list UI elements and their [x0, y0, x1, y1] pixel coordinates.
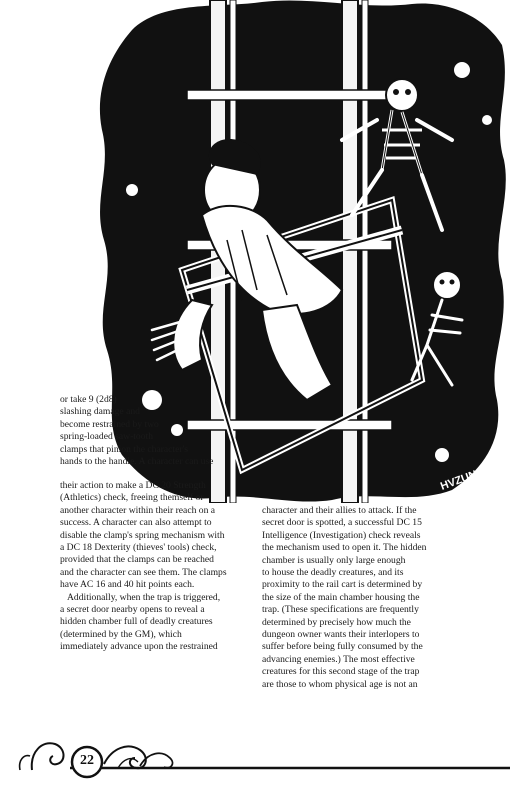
- text-line: a DC 18 Dexterity (thieves' tools) check,: [60, 542, 217, 554]
- text-line: suffer before being fully consumed by the: [262, 641, 423, 653]
- text-line: chamber is usually only large enough: [262, 554, 406, 566]
- text-line: Additionally, when the trap is triggered,: [67, 591, 221, 603]
- text-line: provided that the clamps can be reached: [60, 554, 214, 566]
- text-line: clamps that pinion the character's: [60, 443, 188, 455]
- text-line: trap. (These specifications are frequently: [262, 604, 419, 616]
- text-line: hands to the handle. A character can use: [60, 456, 214, 468]
- text-line: spring-loaded saw-tooth: [60, 431, 153, 443]
- right-column: [262, 505, 460, 691]
- text-line: proximity to the rail cart is determined by: [262, 579, 423, 591]
- text-line: Intelligence (Investigation) check reveals: [262, 529, 421, 541]
- text-line: the mechanism used to open it. The hidden: [262, 542, 427, 554]
- left-column: [60, 480, 254, 654]
- text-line: to house the deadly creatures, and its: [262, 567, 404, 579]
- text-line: immediately advance upon the restrained: [60, 641, 218, 653]
- artist-signature: HVZUN: [438, 468, 479, 493]
- text-line: or take 9 (2d8): [60, 394, 117, 405]
- text-line: slashing damage and: [60, 406, 140, 418]
- text-line: (determined by the GM), which: [60, 628, 182, 640]
- text-line: their action to make a DC 20 Strength: [60, 480, 206, 491]
- text-line: disable the clamp's spring mechanism with: [60, 529, 225, 541]
- text-line: dungeon owner wants their interlopers to: [262, 629, 420, 641]
- text-line: have AC 16 and 40 hit points each.: [60, 579, 195, 591]
- wrapped-text-block: [60, 394, 250, 468]
- page-number: 22: [80, 753, 94, 768]
- text-line: are those to whom physical age is not an: [262, 678, 418, 690]
- text-line: creatures for this second stage of the trap: [262, 666, 420, 678]
- tentacle-ornament-icon: [0, 712, 510, 785]
- text-line: become restrained by two: [60, 418, 159, 430]
- text-line: determined by precisely how much the: [262, 616, 411, 628]
- text-line: (Athletics) check, freeing themself or: [60, 492, 204, 504]
- text-line: character and their allies to attack. If the: [262, 505, 417, 516]
- text-line: hidden chamber full of deadly creatures: [60, 616, 213, 628]
- text-line: another character within their reach on a: [60, 504, 216, 516]
- text-line: success. A character can also attempt to: [60, 517, 212, 529]
- text-line: and the character can see them. The clamps: [60, 566, 227, 578]
- text-line: a secret door nearby opens to reveal a: [60, 604, 205, 616]
- text-line: the size of the main chamber housing the: [262, 591, 420, 603]
- footer-ornament: [0, 712, 510, 785]
- text-line: secret door is spotted, a successful DC 15: [262, 517, 422, 529]
- text-line: advancing enemies.) The most effective: [262, 653, 415, 665]
